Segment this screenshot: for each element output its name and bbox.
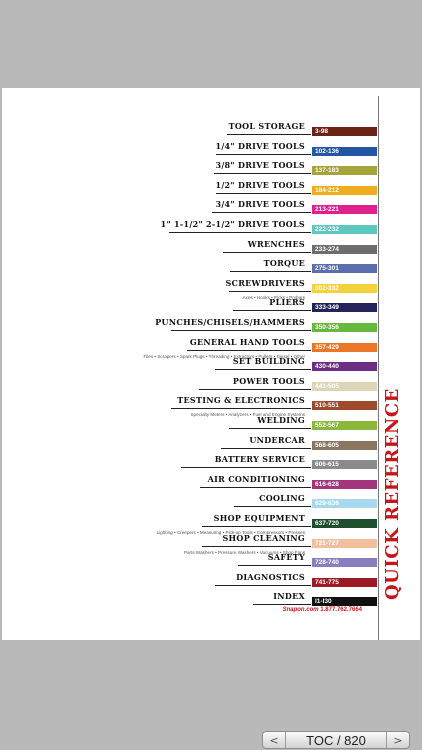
toc-row[interactable] [2, 529, 380, 555]
page-range-tab[interactable]: 233-274 [312, 245, 377, 254]
phone-number: 1.877.762.7664 [320, 607, 362, 613]
top-bar [0, 0, 422, 88]
toc-row[interactable] [2, 117, 380, 137]
toc-row[interactable] [2, 391, 380, 418]
divider-line [378, 96, 379, 641]
page-range-tab[interactable]: 350-356 [312, 323, 377, 332]
underline-rule [253, 604, 311, 605]
underline-rule [238, 565, 311, 566]
underline-rule [229, 291, 311, 292]
page-range-tab[interactable]: 637-720 [312, 519, 377, 528]
toc-section-label[interactable]: SHOP EQUIPMENT [213, 513, 305, 523]
toc-section-label[interactable]: 1/2" DRIVE TOOLS [215, 179, 305, 190]
toc-row[interactable] [2, 470, 380, 490]
section-subtopics: Files • Scrapers • Spark Plugs • Threading • Extractors • Pullers • Diesel • Other [143, 353, 305, 359]
prev-page-icon[interactable]: < [269, 733, 279, 747]
page-range-tab[interactable]: 552-567 [312, 421, 377, 430]
page-range-tab[interactable]: 137-183 [312, 166, 377, 175]
page-range-tab[interactable]: 721-727 [312, 539, 377, 548]
underline-rule [215, 369, 311, 370]
toc-section-label[interactable]: PUNCHES/CHISELS/HAMMERS [155, 317, 305, 327]
page-range-tab[interactable]: 741-775 [312, 578, 377, 587]
contact-footer [283, 607, 362, 613]
catalog-page[interactable] [2, 88, 420, 640]
toc-row[interactable] [2, 352, 380, 372]
page-range-tab[interactable]: 728-740 [312, 558, 377, 567]
toc-section-label[interactable]: UNDERCAR [249, 434, 305, 445]
underline-rule [214, 173, 311, 174]
toc-section-label[interactable]: DIAGNOSTICS [236, 571, 305, 582]
page-range-tab[interactable]: 510-551 [312, 401, 377, 410]
toc-row[interactable] [2, 431, 380, 451]
underline-rule [223, 252, 311, 253]
toc-row[interactable] [2, 274, 380, 300]
page-navigator [262, 731, 410, 749]
toc-row[interactable] [2, 568, 380, 588]
toc-row[interactable] [2, 411, 380, 431]
brand-link: Snapon.com [282, 607, 319, 613]
page-range-tab[interactable]: 213-221 [312, 205, 377, 214]
toc-section-label[interactable]: 3/8" DRIVE TOOLS [215, 160, 305, 171]
underline-rule [233, 310, 311, 311]
toc-section-label[interactable]: SCREWDRIVERS [225, 277, 305, 288]
page-range-tab[interactable]: 629-636 [312, 499, 377, 508]
toc-row[interactable] [2, 548, 380, 568]
page-range-tab[interactable]: 357-429 [312, 343, 377, 352]
underline-rule [215, 585, 311, 586]
toc-section-label[interactable]: 1" 1-1/2" 2-1/2" DRIVE TOOLS [160, 219, 305, 229]
underline-rule [212, 212, 311, 213]
toc-section-label[interactable]: PLIERS [269, 297, 305, 308]
toc-section-label[interactable]: WELDING [257, 415, 305, 425]
toc-row[interactable] [2, 254, 380, 274]
next-page-icon[interactable]: > [393, 733, 403, 747]
toc-row[interactable] [2, 489, 380, 509]
toc-section-label[interactable]: AIR CONDITIONING [207, 473, 305, 484]
underline-rule [216, 193, 311, 194]
toc-section-label[interactable]: TORQUE [263, 258, 305, 269]
toc-row[interactable] [2, 313, 380, 333]
page-range-tab[interactable]: 616-628 [312, 480, 377, 489]
underline-rule [171, 330, 311, 331]
toc-section-label[interactable]: SET BUILDING [232, 356, 305, 367]
page-range-tab[interactable]: I1-I30 [312, 597, 377, 606]
underline-rule [187, 350, 311, 351]
page-range-tab[interactable]: 302-332 [312, 284, 377, 293]
page-range-tab[interactable]: 333-349 [312, 303, 377, 312]
toc-section-label[interactable]: POWER TOOLS [232, 375, 305, 386]
section-subtopics: Parts Washers • Pressure Washers • Vacuums • Shop Fans [183, 549, 305, 555]
toc-section-label[interactable]: GENERAL HAND TOOLS [189, 336, 305, 347]
underline-rule [216, 154, 311, 155]
section-subtopics: Lighting • Creepers • Measuring • Pick-up Tools • Compressors • Presses [156, 530, 305, 535]
underline-rule [169, 232, 311, 233]
underline-rule [171, 408, 311, 409]
toc-row[interactable] [2, 450, 380, 470]
toc-row[interactable] [2, 137, 380, 157]
underline-rule [221, 448, 311, 449]
underline-rule [202, 526, 311, 527]
toc-row[interactable] [2, 195, 380, 215]
toc-row[interactable] [2, 509, 380, 535]
page-range-tab[interactable]: 3-98 [312, 127, 377, 136]
underline-rule [234, 506, 311, 507]
toc-section-label[interactable]: 3/4" DRIVE TOOLS [215, 199, 305, 210]
toc-row[interactable] [2, 176, 380, 196]
toc-section-label[interactable]: TESTING & ELECTRONICS [177, 395, 305, 406]
toc-row[interactable] [2, 215, 380, 235]
underline-rule [230, 271, 311, 272]
toc-section-label[interactable]: WRENCHES [247, 238, 305, 249]
underline-rule [227, 134, 311, 135]
toc-section-label[interactable]: COOLING [259, 493, 305, 504]
page-range-tab[interactable]: 275-301 [312, 264, 377, 273]
toc-section-label[interactable]: 1/4" DRIVE TOOLS [215, 140, 305, 151]
toc-section-label[interactable]: TOOL STORAGE [228, 121, 305, 131]
underline-rule [200, 487, 311, 488]
page-range-tab[interactable]: 568-605 [312, 441, 377, 450]
toc-section-label[interactable]: BATTERY SERVICE [214, 454, 305, 465]
page-indicator-button[interactable]: TOC / 820 [285, 732, 387, 748]
underline-rule [181, 467, 311, 468]
toc-section-label[interactable]: INDEX [273, 591, 305, 602]
quick-reference-title: QUICK REFERENCE [382, 388, 403, 600]
underline-rule [202, 546, 311, 547]
page-range-tab[interactable]: 606-615 [312, 460, 377, 469]
page-range-tab[interactable]: 184-212 [312, 186, 377, 195]
toc-row[interactable] [2, 293, 380, 313]
toc-row[interactable] [2, 587, 380, 607]
page-range-tab[interactable]: 222-232 [312, 225, 377, 234]
page-range-tab[interactable]: 441-505 [312, 382, 377, 391]
page-range-tab[interactable]: 430-440 [312, 362, 377, 371]
toc-row[interactable] [2, 372, 380, 392]
toc-row[interactable] [2, 156, 380, 176]
section-subtopics: Specialty Meters • Analyzers • Fuel and Engine Systems [190, 412, 305, 418]
toc-section-label[interactable]: SAFETY [267, 552, 305, 563]
page-range-tab[interactable]: 102-136 [312, 147, 377, 156]
section-subtopics: Axes • Hooks • Picks • Prybars [242, 294, 305, 300]
toc-row[interactable] [2, 333, 380, 359]
underline-rule [199, 389, 311, 390]
toc-section-label[interactable]: SHOP CLEANING [222, 532, 305, 543]
underline-rule [229, 428, 311, 429]
toc-row[interactable] [2, 235, 380, 255]
